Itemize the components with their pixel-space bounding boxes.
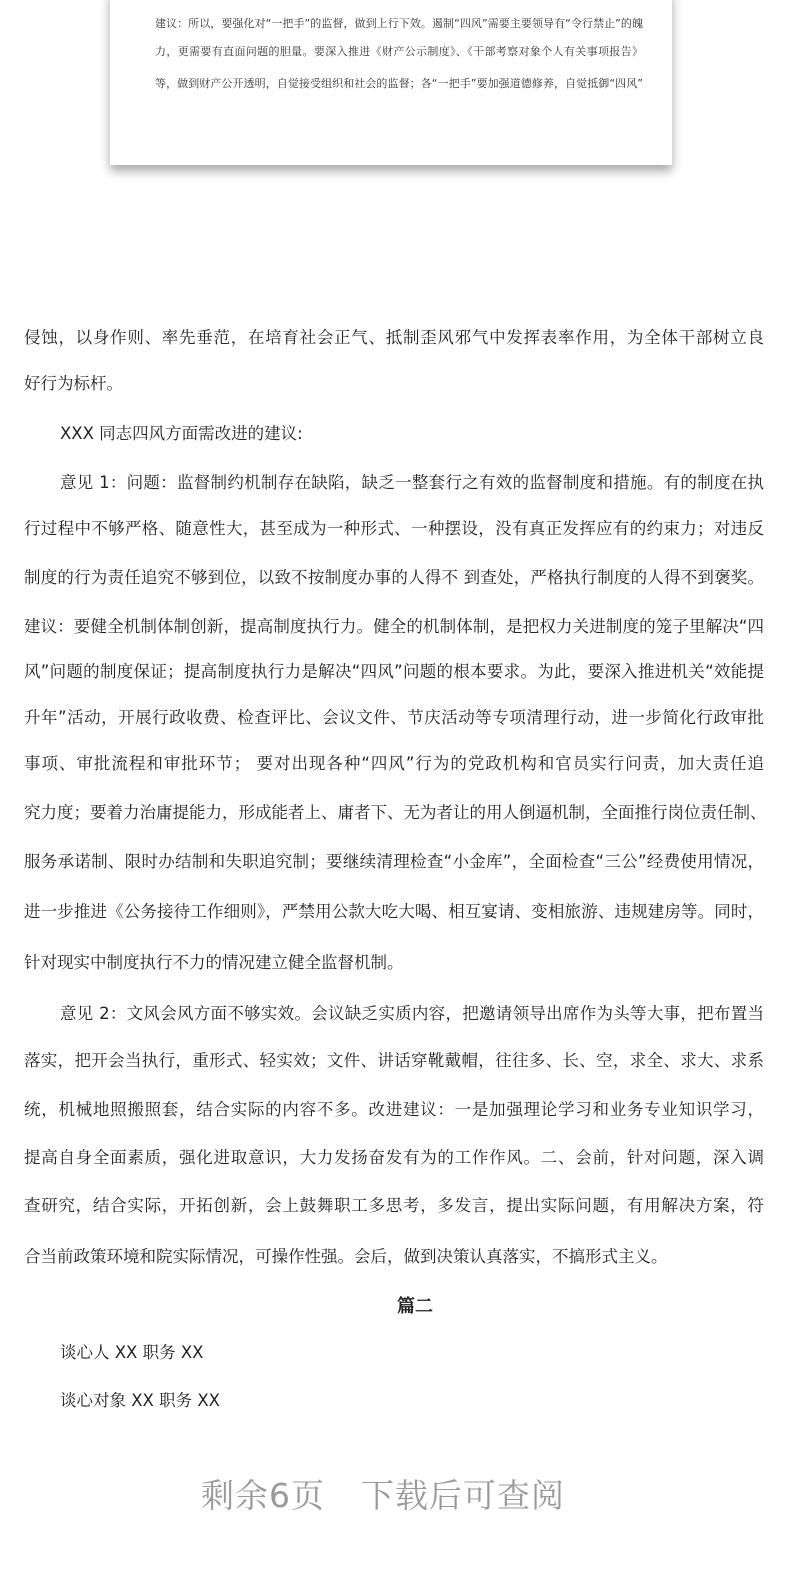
text-line: 统，机械地照搬照套，结合实际的内容不多。改进建议：一是加强理论学习和业务专业知识学习， [24, 1100, 764, 1119]
text-line: 好行为标杆。 [24, 374, 123, 393]
text-line: 进一步推进《公务接待工作细则》，严禁用公款大吃大喝、相互宴请、变相旅游、违规建房等。同时， [24, 902, 764, 921]
download-to-view-text: 下载后可查阅 [361, 1476, 565, 1515]
text-line: 侵蚀，以身作则、率先垂范，在培育社会正气、抵制歪风邪气中发挥表率作用，为全体干部树立良 [24, 328, 764, 347]
text-line: 针对现实中制度执行不力的情况建立健全监督机制。 [24, 953, 404, 972]
text-line: 事项、审批流程和审批环节； 要对出现各种“四风”行为的党政机构和官员实行问责，加大责任追 [24, 754, 764, 773]
text-line: 意见 1：问题：监督制约机制存在缺陷，缺乏一整套行之有效的监督制度和措施。有的制度在执 [60, 473, 764, 492]
text-line: 查研究，结合实际，开拓创新，会上鼓舞职工多思考，多发言，提出实际问题，有用解决方案，符 [24, 1196, 764, 1215]
text-line: 合当前政策环境和院实际情况，可操作性强。会后，做到决策认真落实，不搞形式主义。 [24, 1247, 668, 1266]
talkee-line: 谈心对象 XX 职务 XX [60, 1391, 220, 1410]
text-line: 落实，把开会当执行，重形式、轻实效；文件、讲话穿靴戴帽，往往多、长、空，求全、求大、求系 [24, 1051, 764, 1070]
section-heading: 篇二 [397, 1296, 433, 1317]
talker-line: 谈心人 XX 职务 XX [60, 1343, 204, 1362]
card-text-line: 力，更需要有直面问题的胆量。要深入推进《财产公示制度》、《干部考察对象个人有关事项报告》 [155, 45, 643, 58]
text-line: 风”问题的制度保证；提高制度执行力是解决“四风”问题的根本要求。为此，要深入推进机关“效能提 [24, 662, 764, 681]
text-line: 制度的行为责任追究不够到位，以致不按制度办事的人得不 到查处，严格执行制度的人得不到褒奖。 [24, 568, 764, 587]
text-line: 意见 2：文风会风方面不够实效。会议缺乏实质内容，把邀请领导出席作为头等大事，把布置当 [60, 1004, 764, 1023]
preview-page-card [110, 0, 672, 165]
download-prompt[interactable] [0, 1470, 766, 1517]
card-text-line: 建议：所以，要强化对“一把手”的监督，做到上行下效。遏制“四风”需要主要领导有“令行禁止”的魄 [155, 17, 643, 30]
text-line: 行过程中不够严格、随意性大，甚至成为一种形式、一种摆设，没有真正发挥应有的约束力；对违反 [24, 519, 764, 538]
card-text-line: 等，做到财产公开透明，自觉接受组织和社会的监督；各“一把手”要加强道德修养，自觉抵御“四风” [155, 77, 643, 90]
text-line: XXX 同志四风方面需改进的建议: [60, 424, 303, 443]
text-line: 提高自身全面素质，强化进取意识，大力发扬奋发有为的工作作风。二、会前，针对问题，深入调 [24, 1148, 764, 1167]
text-line: 服务承诺制、限时办结制和失职追究制；要继续清理检查“小金库”，全面检查“三公”经费使用情况， [24, 852, 764, 871]
remaining-pages-text: 剩余6页 [201, 1476, 325, 1515]
text-line: 升年”活动，开展行政收费、检查评比、会议文件、节庆活动等专项清理行动，进一步简化行政审批 [24, 708, 764, 727]
text-line: 究力度；要着力治庸提能力，形成能者上、庸者下、无为者让的用人倒逼机制，全面推行岗位责任制、 [24, 803, 767, 822]
text-line: 建议：要健全机制体制创新，提高制度执行力。健全的机制体制，是把权力关进制度的笼子里解决“四 [24, 617, 764, 636]
